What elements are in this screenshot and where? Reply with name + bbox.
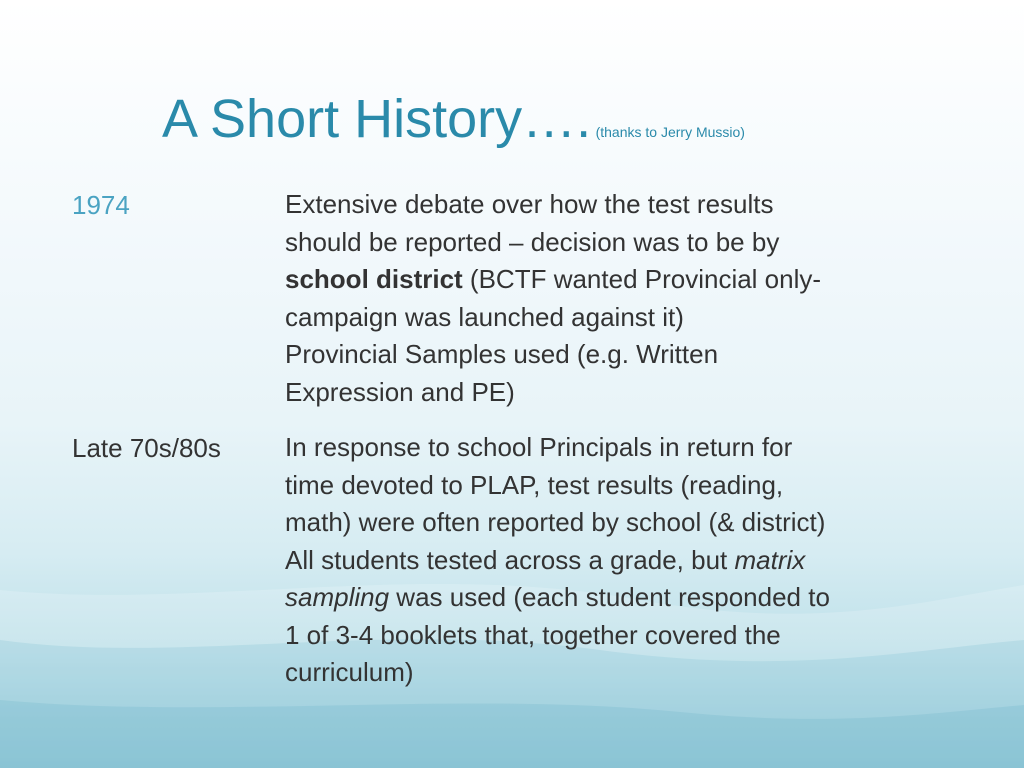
italic-phrase: sampling <box>285 582 390 612</box>
text-line: math) were often reported by school (& district) <box>285 507 826 537</box>
text-line <box>285 261 952 299</box>
history-list <box>72 186 952 710</box>
text-fragment: All students tested across a grade, but <box>285 544 735 575</box>
row-text <box>285 429 952 692</box>
text-fragment: was used (each student responded to <box>389 582 830 612</box>
bold-phrase: school district <box>285 264 463 294</box>
text-line: Extensive debate over how the test results <box>285 189 774 219</box>
text-line: Expression and PE) <box>285 376 515 407</box>
row-label: 1974 <box>72 190 130 220</box>
text-line <box>285 579 952 617</box>
history-row-late-70s-80s <box>72 429 952 692</box>
text-line: campaign was launched against it) <box>285 301 684 332</box>
text-line <box>285 542 952 580</box>
text-line: curriculum) <box>285 657 414 687</box>
text-line: Provincial Samples used (e.g. Written <box>285 339 719 369</box>
slide-title-credit: (thanks to Jerry Mussio) <box>595 124 745 140</box>
slide-title <box>162 84 745 154</box>
text-line: 1 of 3-4 booklets that, together covered the <box>285 619 781 650</box>
history-row-1974 <box>72 186 952 411</box>
row-label: Late 70s/80s <box>72 433 221 463</box>
text-line: time devoted to PLAP, test results (reading, <box>285 469 784 500</box>
slide-title-main: A Short History…. <box>162 89 592 149</box>
text-line: should be reported – decision was to be by <box>285 226 780 257</box>
italic-phrase: matrix <box>734 544 806 575</box>
row-text <box>285 186 952 411</box>
text-fragment: (BCTF wanted Provincial only- <box>462 264 822 294</box>
text-line: In response to school Principals in return for <box>285 432 793 462</box>
